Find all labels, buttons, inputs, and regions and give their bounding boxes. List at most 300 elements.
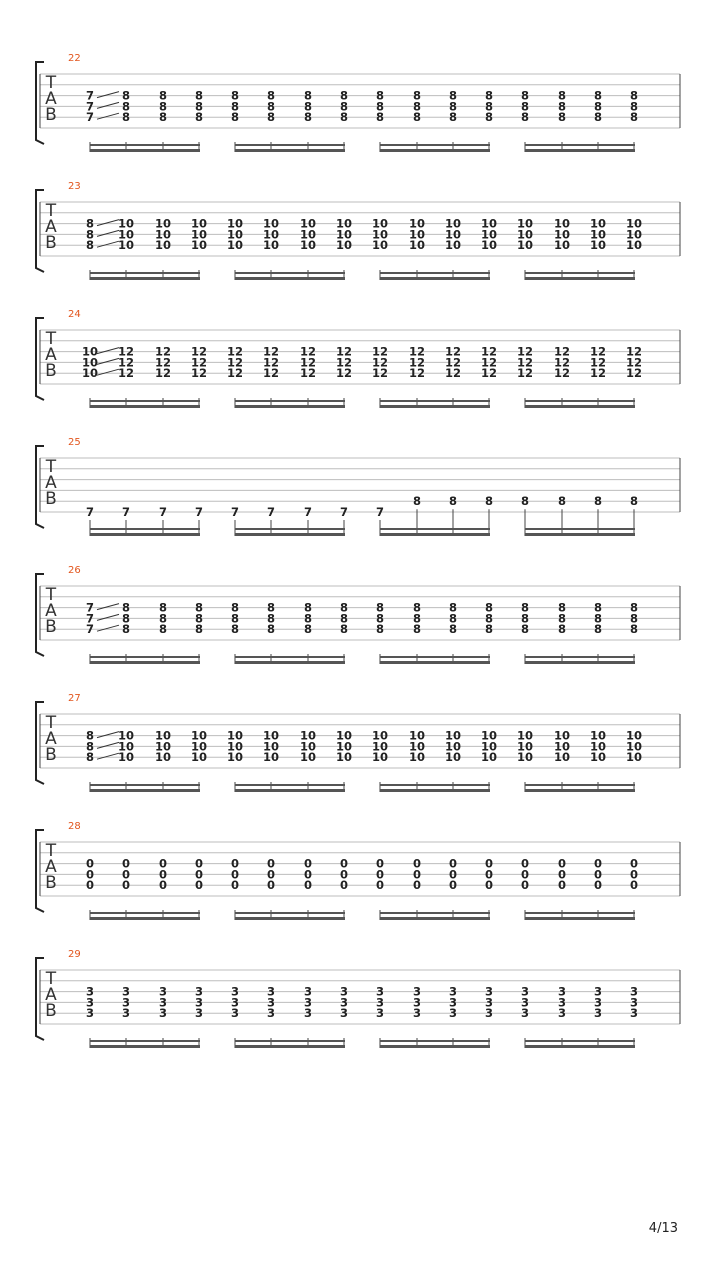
fret-number: 10	[589, 238, 607, 253]
fret-number: 10	[262, 750, 280, 765]
tab-clef-letter: T	[45, 713, 57, 733]
beam	[525, 277, 635, 280]
fret-number: 0	[375, 878, 385, 893]
beam	[90, 917, 200, 920]
fret-number: 10	[299, 728, 317, 743]
slide-mark	[97, 358, 119, 364]
fret-number: 0	[230, 867, 240, 882]
slide-mark	[97, 113, 119, 119]
fret-number: 3	[303, 984, 313, 999]
fret-number: 12	[117, 366, 135, 381]
fret-number: 0	[448, 878, 458, 893]
measure-number: 25	[68, 437, 81, 448]
beam	[235, 789, 345, 792]
beam	[380, 144, 490, 146]
tab-clef-letter: B	[45, 745, 57, 765]
fret-number: 3	[557, 995, 567, 1010]
slide-mark	[97, 348, 119, 354]
fret-number: 8	[448, 622, 458, 637]
fret-number: 8	[520, 99, 530, 114]
measure-number: 27	[68, 693, 81, 704]
tab-clef-letter: T	[45, 457, 57, 477]
fret-number: 10	[589, 216, 607, 231]
fret-number: 10	[335, 750, 353, 765]
fret-number: 3	[339, 1006, 349, 1021]
fret-number: 8	[557, 494, 567, 509]
slide-mark	[97, 241, 119, 247]
fret-number: 10	[444, 728, 462, 743]
beam	[525, 661, 635, 664]
fret-number: 10	[226, 750, 244, 765]
fret-number: 7	[85, 622, 95, 637]
fret-number: 7	[266, 505, 276, 519]
fret-number: 12	[335, 355, 353, 370]
fret-number: 8	[85, 227, 95, 242]
measure-number: 23	[68, 181, 81, 192]
fret-number: 8	[303, 611, 313, 626]
fret-number: 8	[266, 622, 276, 637]
fret-number: 3	[448, 984, 458, 999]
beam	[90, 661, 200, 664]
fret-number: 10	[117, 238, 135, 253]
fret-number: 12	[262, 355, 280, 370]
fret-number: 3	[629, 984, 639, 999]
fret-number: 3	[339, 984, 349, 999]
fret-number: 12	[226, 366, 244, 381]
fret-number: 0	[158, 856, 168, 871]
beam	[90, 149, 200, 152]
fret-number: 10	[589, 728, 607, 743]
fret-number: 8	[629, 622, 639, 637]
fret-number: 12	[408, 355, 426, 370]
tab-clef-letter: A	[45, 217, 57, 237]
fret-number: 10	[553, 728, 571, 743]
fret-number: 8	[339, 99, 349, 114]
fret-number: 8	[484, 88, 494, 103]
slide-mark	[97, 732, 119, 738]
beam	[90, 277, 200, 280]
fret-number: 8	[339, 88, 349, 103]
fret-number: 12	[371, 366, 389, 381]
fret-number: 12	[589, 366, 607, 381]
fret-number: 8	[484, 611, 494, 626]
fret-number: 3	[339, 995, 349, 1010]
fret-number: 10	[625, 227, 643, 242]
fret-number: 12	[480, 366, 498, 381]
fret-number: 10	[262, 728, 280, 743]
fret-number: 10	[190, 750, 208, 765]
fret-number: 7	[375, 505, 385, 519]
fret-number: 3	[303, 995, 313, 1010]
fret-number: 7	[85, 611, 95, 626]
page-number: 4/13	[648, 1221, 678, 1236]
fret-number: 10	[444, 238, 462, 253]
fret-number: 8	[339, 110, 349, 125]
fret-number: 12	[226, 355, 244, 370]
fret-number: 8	[339, 600, 349, 615]
fret-number: 3	[375, 984, 385, 999]
fret-number: 8	[303, 600, 313, 615]
fret-number: 8	[85, 216, 95, 231]
fret-number: 10	[226, 238, 244, 253]
beam	[525, 405, 635, 408]
fret-number: 10	[371, 238, 389, 253]
fret-number: 12	[589, 355, 607, 370]
measure-number: 29	[68, 949, 81, 960]
fret-number: 8	[520, 622, 530, 637]
fret-number: 12	[589, 344, 607, 359]
fret-number: 0	[266, 878, 276, 893]
fret-number: 3	[593, 995, 603, 1010]
fret-number: 12	[262, 366, 280, 381]
fret-number: 3	[121, 984, 131, 999]
beam	[380, 789, 490, 792]
fret-number: 10	[154, 238, 172, 253]
beam	[380, 784, 490, 786]
fret-number: 0	[121, 856, 131, 871]
fret-number: 8	[375, 99, 385, 114]
fret-number: 0	[412, 856, 422, 871]
fret-number: 8	[593, 88, 603, 103]
fret-number: 3	[158, 1006, 168, 1021]
fret-number: 0	[520, 867, 530, 882]
slide-mark	[97, 604, 119, 610]
fret-number: 0	[339, 856, 349, 871]
fret-number: 10	[299, 238, 317, 253]
fret-number: 0	[448, 867, 458, 882]
fret-number: 10	[299, 227, 317, 242]
fret-number: 8	[412, 622, 422, 637]
fret-number: 0	[266, 867, 276, 882]
fret-number: 8	[85, 238, 95, 253]
tab-clef-letter: A	[45, 857, 57, 877]
fret-number: 12	[480, 344, 498, 359]
fret-number: 8	[412, 110, 422, 125]
fret-number: 0	[194, 878, 204, 893]
fret-number: 10	[516, 750, 534, 765]
tab-clef-letter: T	[45, 969, 57, 989]
fret-number: 10	[117, 739, 135, 754]
beam	[525, 1045, 635, 1048]
fret-number: 0	[194, 867, 204, 882]
slide-mark	[97, 742, 119, 748]
fret-number: 3	[85, 984, 95, 999]
fret-number: 12	[444, 355, 462, 370]
fret-number: 8	[629, 110, 639, 125]
beam	[235, 533, 345, 536]
fret-number: 7	[85, 505, 95, 519]
fret-number: 12	[226, 344, 244, 359]
fret-number: 8	[593, 494, 603, 509]
beam	[90, 912, 200, 914]
fret-number: 8	[557, 600, 567, 615]
fret-number: 10	[262, 227, 280, 242]
fret-number: 8	[121, 99, 131, 114]
fret-number: 8	[375, 622, 385, 637]
fret-number: 10	[371, 739, 389, 754]
fret-number: 12	[625, 344, 643, 359]
beam	[380, 661, 490, 664]
fret-number: 8	[520, 600, 530, 615]
fret-number: 12	[335, 366, 353, 381]
fret-number: 0	[230, 878, 240, 893]
fret-number: 8	[448, 494, 458, 509]
fret-number: 8	[194, 611, 204, 626]
fret-number: 10	[625, 728, 643, 743]
fret-number: 8	[557, 99, 567, 114]
fret-number: 8	[448, 88, 458, 103]
fret-number: 10	[553, 238, 571, 253]
beam	[235, 917, 345, 920]
fret-number: 10	[589, 750, 607, 765]
fret-number: 10	[553, 739, 571, 754]
fret-number: 12	[117, 344, 135, 359]
slide-mark	[97, 92, 119, 98]
beam	[525, 789, 635, 792]
fret-number: 0	[303, 856, 313, 871]
fret-number: 10	[516, 238, 534, 253]
fret-number: 0	[339, 878, 349, 893]
fret-number: 12	[335, 344, 353, 359]
tab-clef-letter: T	[45, 841, 57, 861]
slide-mark	[97, 614, 119, 620]
fret-number: 7	[85, 110, 95, 125]
fret-number: 10	[444, 750, 462, 765]
beam	[525, 912, 635, 914]
fret-number: 10	[299, 739, 317, 754]
fret-number: 0	[557, 856, 567, 871]
fret-number: 12	[625, 355, 643, 370]
fret-number: 8	[230, 110, 240, 125]
fret-number: 7	[85, 88, 95, 103]
fret-number: 3	[194, 1006, 204, 1021]
fret-number: 10	[553, 750, 571, 765]
fret-number: 0	[520, 878, 530, 893]
fret-number: 10	[190, 728, 208, 743]
fret-number: 10	[154, 750, 172, 765]
beam	[525, 272, 635, 274]
fret-number: 8	[266, 611, 276, 626]
tab-clef-letter: A	[45, 473, 57, 493]
beam	[525, 533, 635, 536]
fret-number: 8	[121, 600, 131, 615]
fret-number: 3	[230, 1006, 240, 1021]
fret-number: 7	[230, 505, 240, 519]
fret-number: 10	[516, 216, 534, 231]
beam	[525, 1040, 635, 1042]
beam	[525, 400, 635, 402]
fret-number: 3	[557, 1006, 567, 1021]
slide-mark	[97, 230, 119, 236]
fret-number: 8	[121, 611, 131, 626]
fret-number: 10	[190, 216, 208, 231]
fret-number: 10	[444, 216, 462, 231]
fret-number: 8	[230, 600, 240, 615]
beam	[235, 656, 345, 658]
fret-number: 3	[520, 984, 530, 999]
fret-number: 8	[194, 110, 204, 125]
fret-number: 0	[484, 856, 494, 871]
fret-number: 7	[339, 505, 349, 519]
fret-number: 0	[121, 867, 131, 882]
fret-number: 8	[303, 622, 313, 637]
fret-number: 8	[375, 611, 385, 626]
fret-number: 3	[230, 995, 240, 1010]
fret-number: 8	[194, 88, 204, 103]
fret-number: 0	[412, 878, 422, 893]
fret-number: 10	[480, 227, 498, 242]
fret-number: 8	[158, 88, 168, 103]
fret-number: 10	[190, 227, 208, 242]
fret-number: 12	[262, 344, 280, 359]
fret-number: 0	[85, 856, 95, 871]
fret-number: 12	[444, 366, 462, 381]
fret-number: 10	[371, 216, 389, 231]
fret-number: 12	[371, 344, 389, 359]
fret-number: 10	[117, 750, 135, 765]
fret-number: 12	[154, 366, 172, 381]
fret-number: 10	[480, 216, 498, 231]
fret-number: 10	[444, 739, 462, 754]
fret-number: 3	[520, 1006, 530, 1021]
fret-number: 0	[158, 867, 168, 882]
fret-number: 0	[85, 867, 95, 882]
fret-number: 0	[557, 867, 567, 882]
beam	[90, 656, 200, 658]
beam	[90, 789, 200, 792]
beam	[235, 1045, 345, 1048]
fret-number: 3	[629, 995, 639, 1010]
beam	[380, 528, 490, 530]
fret-number: 7	[85, 99, 95, 114]
fret-number: 3	[412, 1006, 422, 1021]
fret-number: 8	[266, 110, 276, 125]
fret-number: 10	[335, 739, 353, 754]
fret-number: 8	[593, 611, 603, 626]
beam	[235, 149, 345, 152]
fret-number: 0	[339, 867, 349, 882]
fret-number: 3	[448, 995, 458, 1010]
fret-number: 10	[190, 739, 208, 754]
tab-clef-letter: A	[45, 89, 57, 109]
fret-number: 8	[593, 600, 603, 615]
fret-number: 0	[85, 878, 95, 893]
beam	[235, 272, 345, 274]
fret-number: 10	[371, 728, 389, 743]
fret-number: 12	[190, 355, 208, 370]
fret-number: 8	[339, 611, 349, 626]
fret-number: 12	[154, 355, 172, 370]
fret-number: 7	[303, 505, 313, 519]
fret-number: 3	[121, 1006, 131, 1021]
beam	[235, 661, 345, 664]
fret-number: 8	[375, 88, 385, 103]
fret-number: 3	[230, 984, 240, 999]
fret-number: 10	[154, 728, 172, 743]
fret-number: 10	[408, 216, 426, 231]
fret-number: 8	[629, 611, 639, 626]
fret-number: 8	[158, 611, 168, 626]
fret-number: 10	[117, 216, 135, 231]
fret-number: 10	[335, 216, 353, 231]
fret-number: 8	[412, 611, 422, 626]
fret-number: 7	[85, 600, 95, 615]
fret-number: 0	[557, 878, 567, 893]
beam	[235, 1040, 345, 1042]
fret-number: 0	[593, 878, 603, 893]
beam	[380, 277, 490, 280]
fret-number: 12	[516, 355, 534, 370]
fret-number: 3	[85, 995, 95, 1010]
tab-clef-letter: T	[45, 585, 57, 605]
fret-number: 10	[625, 216, 643, 231]
fret-number: 8	[629, 600, 639, 615]
fret-number: 8	[303, 110, 313, 125]
fret-number: 10	[408, 728, 426, 743]
fret-number: 0	[375, 856, 385, 871]
fret-number: 10	[408, 238, 426, 253]
beam	[235, 400, 345, 402]
slide-mark	[97, 220, 119, 226]
beam	[235, 528, 345, 530]
fret-number: 0	[230, 856, 240, 871]
fret-number: 8	[484, 494, 494, 509]
fret-number: 8	[520, 110, 530, 125]
slide-mark	[97, 369, 119, 375]
fret-number: 10	[589, 739, 607, 754]
tab-clef-letter: B	[45, 489, 57, 509]
fret-number: 3	[158, 984, 168, 999]
fret-number: 3	[158, 995, 168, 1010]
fret-number: 10	[371, 750, 389, 765]
fret-number: 8	[593, 622, 603, 637]
fret-number: 10	[117, 227, 135, 242]
beam	[525, 149, 635, 152]
fret-number: 8	[230, 88, 240, 103]
fret-number: 8	[484, 110, 494, 125]
fret-number: 0	[448, 856, 458, 871]
fret-number: 12	[516, 344, 534, 359]
fret-number: 10	[154, 739, 172, 754]
fret-number: 3	[375, 995, 385, 1010]
measure-number: 22	[68, 53, 81, 64]
fret-number: 8	[194, 622, 204, 637]
slide-mark	[97, 625, 119, 631]
tab-clef-letter: B	[45, 233, 57, 253]
fret-number: 12	[553, 355, 571, 370]
fret-number: 10	[371, 227, 389, 242]
fret-number: 12	[553, 366, 571, 381]
fret-number: 0	[375, 867, 385, 882]
beam	[380, 533, 490, 536]
fret-number: 12	[553, 344, 571, 359]
fret-number: 3	[375, 1006, 385, 1021]
fret-number: 3	[629, 1006, 639, 1021]
fret-number: 0	[121, 878, 131, 893]
fret-number: 8	[448, 600, 458, 615]
beam	[525, 784, 635, 786]
fret-number: 0	[303, 867, 313, 882]
beam	[380, 912, 490, 914]
fret-number: 10	[262, 739, 280, 754]
tab-clef-letter: B	[45, 105, 57, 125]
fret-number: 10	[81, 344, 99, 359]
fret-number: 8	[412, 600, 422, 615]
measure-number: 26	[68, 565, 81, 576]
fret-number: 12	[117, 355, 135, 370]
beam	[90, 528, 200, 530]
fret-number: 0	[158, 878, 168, 893]
